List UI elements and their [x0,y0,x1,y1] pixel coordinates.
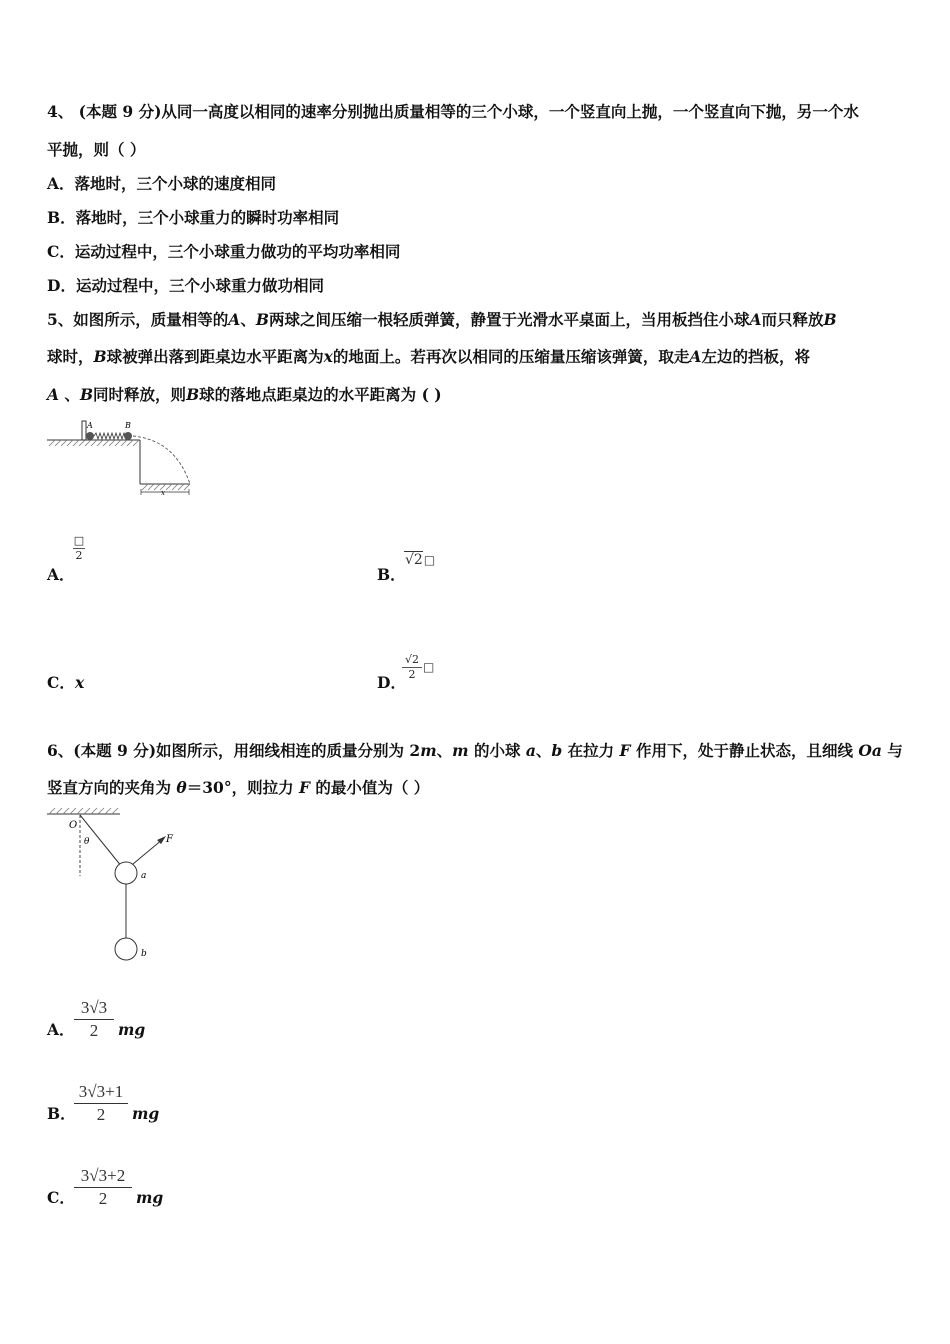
q5-option-a-label: A． [47,565,75,584]
q4-stem-line2: 平抛，则（ ） [47,140,146,159]
q4-option-b: B．落地时，三个小球重力的瞬时功率相同 [47,208,340,227]
q5-option-d-fraction: √2 2 [402,654,422,681]
q6-stem-line2: 竖直方向的夹角为 θ＝30°，则拉力 F 的最小值为（ ） [47,778,430,797]
q6-stem-line1: 6、(本题 9 分)如图所示，用细线相连的质量分别为 2m、m 的小球 a、b 在拉力 F 作用下，处于静止状态，且细线 Oa 与 [47,741,903,760]
q5-option-d-box: □ [423,660,435,674]
q4-option-c: C．运动过程中，三个小球重力做功的平均功率相同 [47,242,401,261]
label-b: b [141,949,147,959]
label-f: F [166,834,173,845]
q5-stem-line1: 5、如图所示，质量相等的A、B两球之间压缩一根轻质弹簧，静置于光滑水平桌面上，当用板挡住小球A而只释放B [47,310,837,329]
q4-option-a: A．落地时，三个小球的速度相同 [47,174,277,193]
q4-stem-line1: 4、 (本题 9 分)从同一高度以相同的速率分别抛出质量相等的三个小球，一个竖直向上抛，一个竖直向下抛，另一个水 [47,102,859,121]
q5-option-c-value: x [75,673,85,692]
q6-option-a-unit: mg [118,1020,146,1039]
q5-option-d-label: D． [377,673,406,692]
q6-option-a-fraction: 3√3 2 [74,997,114,1042]
table-hatching [49,440,190,490]
baffle-plate [82,421,86,440]
q5-option-b-label: B． [377,565,406,584]
q6-option-a-label: A． [47,1020,75,1039]
ball-b [115,938,137,960]
table-surface [47,440,190,484]
q5-stem-line2: 球时，B球被弹出落到距桌边水平距离为x的地面上。若再次以相同的压缩量压缩该弹簧，取走A左边的挡板，将 [47,347,810,366]
label-o: O [69,820,78,831]
q5-spring-figure [45,418,195,503]
ball-b [124,432,132,440]
force-f-arrow [133,839,163,864]
q6-option-b-fraction: 3√3+1 2 [74,1081,128,1126]
q6-option-c-unit: mg [136,1188,164,1207]
spring [94,433,128,439]
ball-a [86,432,94,440]
ball-a [115,862,137,884]
label-theta: θ [84,837,90,847]
q5-stem-line3: A 、B同时释放，则B球的落地点距桌边的水平距离为 ( ) [47,385,442,404]
q6-option-c-label: C． [47,1188,75,1207]
q5-option-a-fraction: □ 2 [73,534,85,562]
label-b: B [125,421,131,430]
q6-option-b-unit: mg [132,1104,160,1123]
label-a: A [87,421,93,430]
q6-option-c-fraction: 3√3+2 2 [74,1165,132,1210]
label-a: a [141,871,147,881]
q6-pendulum-figure [45,806,175,966]
q5-option-b-value: √2□ [405,552,436,568]
q5-option-c-label: C． [47,673,75,692]
trajectory [133,436,190,484]
q6-option-b-label: B． [47,1104,76,1123]
q4-option-d: D．运动过程中，三个小球重力做功相同 [47,276,324,295]
label-x: x [161,489,165,497]
ceiling-hatching [49,808,118,814]
